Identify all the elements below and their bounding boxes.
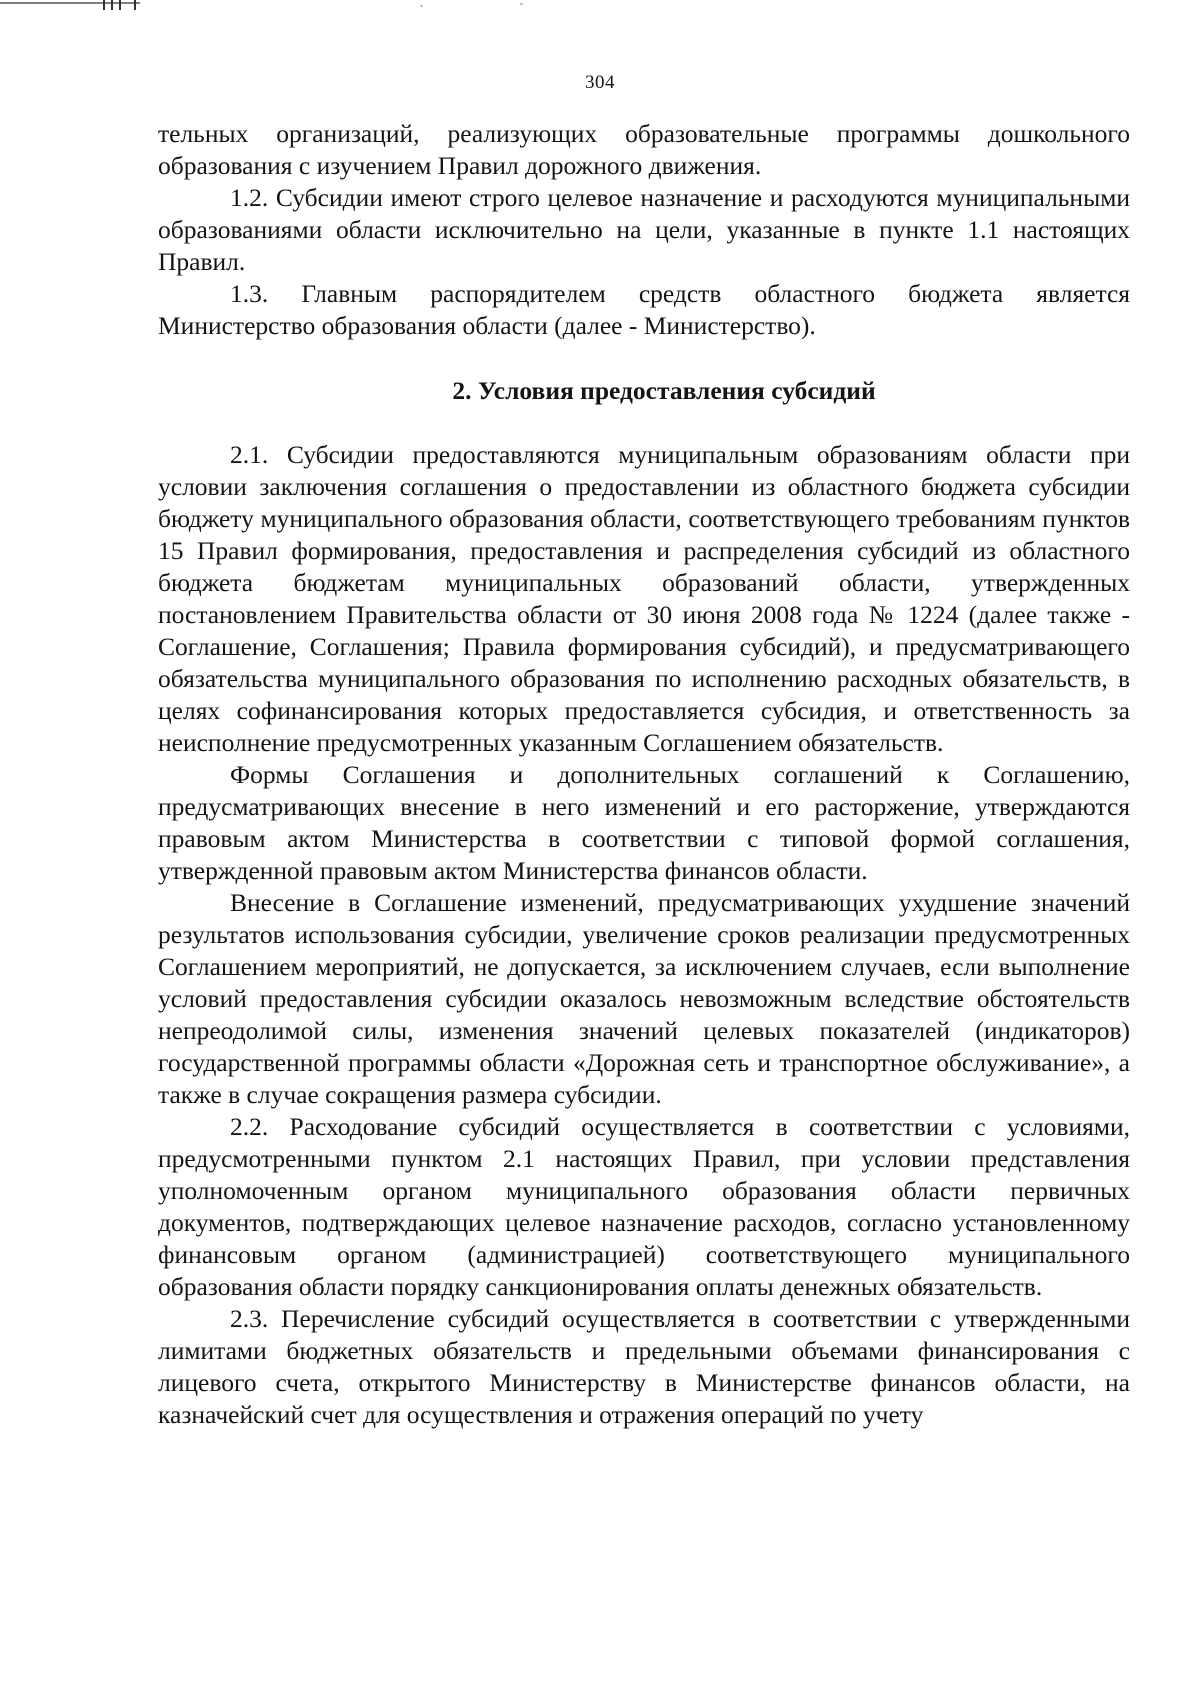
page-number: 304 <box>585 72 615 93</box>
section-heading: 2. Условия предоставления субсидий <box>452 376 876 405</box>
paragraph-2-1: 2.1. Субсидии предоставляются муниципальным образованиям области при условии заключения соглашения о предоставлении из областного бюджета субсидии бюджету муниципального образования области, соответствующего требованиям пунктов 15 Правил формирования, предоставления и распределения субсидий из областного бюджета бюджетам муниципальных образований области, утвержденных постановлением Правительства области от 30 июня 2008 года № 1224 (далее также - Соглашение, Соглашения; Правила формирования субсидий), и предусматривающего обязательства муниципального образования по исполнению расходных обязательств, в целях софинансирования которых предоставляется субсидия, и ответственность за неисполнение предусмотренных указанным Соглашением обязательств. <box>158 440 1130 757</box>
paragraph-agreement-forms: Формы Соглашения и дополнительных соглашений к Соглашению, предусматривающих внесение в него изменений и его расторжение, утверждаются правовым актом Министерства в соответствии с типовой формой соглашения, утвержденной правовым актом Министерства финансов области. <box>158 760 1130 885</box>
paragraph-agreement-changes: Внесение в Соглашение изменений, предусматривающих ухудшение значений результатов использования субсидии, увеличение сроков реализации предусмотренных Соглашением мероприятий, не допускается, за исключением случаев, если выполнение условий предоставления субсидии оказалось невозможным вследствие обстоятельств непреодолимой силы, изменения значений целевых показателей (индикаторов) государственной программы области «Дорожная сеть и транспортное обслуживание», а также в случае сокращения размера субсидии. <box>158 888 1130 1109</box>
document-body <box>158 118 1130 1431</box>
paragraph-1-2: 1.2. Субсидии имеют строго целевое назначение и расходуются муниципальными образованиями области исключительно на цели, указанные в пункте 1.1 настоящих Правил. <box>158 183 1130 276</box>
paragraph-2-2: 2.2. Расходование субсидий осуществляется в соответствии с условиями, предусмотренными пунктом 2.1 настоящих Правил, при условии представления уполномоченным органом муниципального образования области первичных документов, подтверждающих целевое назначение расходов, согласно установленному финансовым органом (администрацией) соответствующего муниципального образования области порядку санкционирования оплаты денежных обязательств. <box>158 1112 1130 1301</box>
paragraph-continuation: тельных организаций, реализующих образовательные программы дошкольного образования с изучением Правил дорожного движения. <box>158 119 1130 180</box>
paragraph-2-3: 2.3. Перечисление субсидий осуществляется в соответствии с утвержденными лимитами бюджетных обязательств и предельными объемами финансирования с лицевого счета, открытого Министерству в Министерстве финансов области, на казначейский счет для осуществления и отражения операций по учету <box>158 1304 1130 1429</box>
paragraph-1-3: 1.3. Главным распорядителем средств областного бюджета является Министерство образования области (далее - Министерство). <box>158 279 1130 340</box>
scan-edge-marks <box>0 0 1200 20</box>
